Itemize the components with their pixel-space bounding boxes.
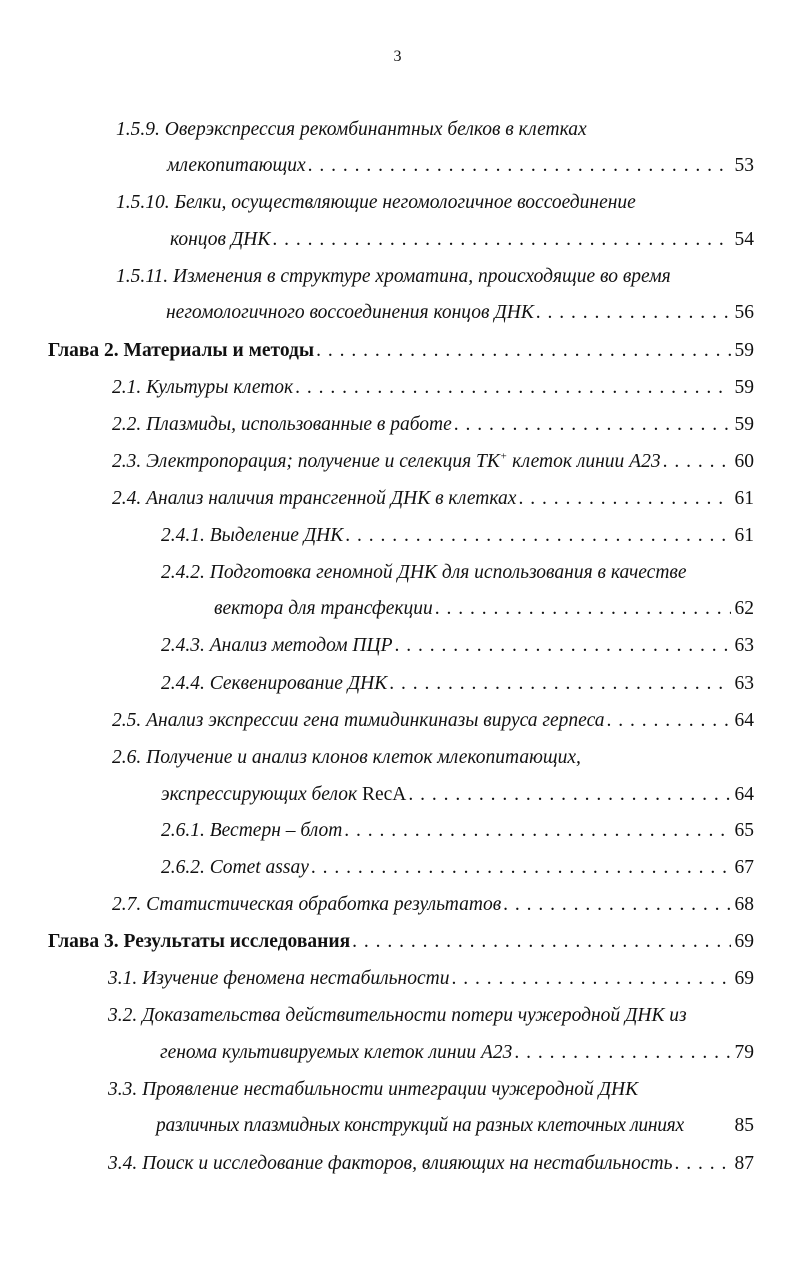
toc-page-number: 67	[734, 857, 754, 878]
toc-entry-text-part: 2.3. Электропорация; получение и селекция ТК	[112, 451, 500, 472]
leader-dots	[344, 819, 730, 843]
leader-dots	[345, 524, 730, 548]
toc-entry-text: вектора для трансфекции	[214, 598, 433, 619]
toc-entry-2-6-line2	[161, 783, 754, 807]
leader-dots	[674, 1152, 730, 1176]
toc-chapter-title: Глава 3. Результаты исследования	[48, 931, 351, 952]
toc-entry-2-4-4	[161, 672, 754, 696]
leader-dots	[316, 339, 730, 363]
toc-page-number: 69	[734, 931, 754, 952]
toc-entry-3-3-line1: 3.3. Проявление нестабильности интеграции чужеродной ДНК	[108, 1079, 639, 1100]
leader-dots	[518, 487, 730, 511]
leader-dots	[311, 856, 731, 880]
toc-page-number: 85	[734, 1115, 754, 1136]
toc-entry-2-4-3	[161, 634, 754, 658]
toc-entry-text: генома культивируемых клеток линии А23	[160, 1042, 513, 1063]
leader-dots	[503, 893, 730, 917]
leader-dots	[389, 672, 730, 696]
toc-chapter-2	[48, 339, 754, 363]
toc-entry-text: 2.7. Статистическая обработка результатов	[112, 894, 502, 915]
toc-entry-2-2	[112, 413, 754, 437]
leader-dots	[395, 634, 731, 658]
page-number: 3	[393, 48, 402, 65]
toc-page-number: 64	[734, 710, 754, 731]
leader-dots	[514, 1041, 730, 1065]
toc-entry-3-3-line2	[156, 1114, 754, 1138]
toc-entry-1-5-10-line2	[170, 228, 754, 252]
leader-dots	[352, 930, 730, 954]
toc-page-number: 63	[734, 673, 754, 694]
toc-entry-text: 3.4. Поиск и исследование факторов, влияющих на нестабильность	[108, 1153, 673, 1174]
toc-entry-text: 2.4.3. Анализ методом ПЦР	[161, 635, 393, 656]
toc-page-number: 59	[734, 414, 754, 435]
leader-dots	[536, 301, 731, 325]
toc-entry-text: различных плазмидных конструкций на разных клеточных линиях	[156, 1115, 684, 1136]
toc-entry-1-5-10-line1: 1.5.10. Белки, осуществляющие негомологичное воссоединение	[116, 192, 636, 213]
toc-entry-text	[112, 450, 661, 474]
toc-page-number: 56	[734, 302, 754, 323]
toc-entry-text	[161, 783, 406, 807]
superscript-plus: +	[499, 450, 508, 463]
toc-entry-text: 2.1. Культуры клеток	[112, 377, 294, 398]
toc-page-number: 87	[734, 1153, 754, 1174]
toc-entry-text-part: RecA	[361, 784, 407, 805]
toc-entry-text: 2.6.1. Вестерн – блот	[161, 820, 343, 841]
toc-page-number: 69	[734, 968, 754, 989]
toc-page-number: 59	[734, 377, 754, 398]
toc-entry-text: млекопитающих	[167, 155, 306, 176]
leader-dots	[435, 597, 731, 621]
toc-entry-text	[161, 856, 309, 880]
toc-chapter-title: Глава 2. Материалы и методы	[48, 340, 315, 361]
toc-entry-3-2-line2	[160, 1041, 754, 1065]
toc-entry-2-6-1	[161, 819, 754, 843]
toc-page-number: 68	[734, 894, 754, 915]
toc-entry-text: концов ДНК	[170, 229, 271, 250]
leader-dots	[272, 228, 730, 252]
toc-page-number: 61	[734, 488, 754, 509]
toc-entry-text: негомологичного воссоединения концов ДНК	[166, 302, 534, 323]
toc-page-number: 64	[734, 784, 754, 805]
toc-entry-3-4	[108, 1152, 754, 1176]
toc-entry-2-4	[112, 487, 754, 511]
toc-entry-text: 2.4.4. Секвенирование ДНК	[161, 673, 388, 694]
toc-entry-1-5-11-line1: 1.5.11. Изменения в структуре хроматина, происходящие во время	[116, 266, 671, 287]
toc-entry-2-4-2-line1: 2.4.2. Подготовка геномной ДНК для использования в качестве	[161, 562, 687, 583]
toc-entry-text-part: экспрессирующих белок	[161, 784, 362, 805]
toc-entry-2-1	[112, 376, 754, 400]
leader-dots	[663, 450, 731, 474]
toc-entry-text: 2.5. Анализ экспрессии гена тимидинкиназы вируса герпеса	[112, 710, 605, 731]
toc-page-number: 53	[734, 155, 754, 176]
toc-chapter-3	[48, 930, 754, 954]
toc-entry-1-5-9-line2	[167, 154, 754, 178]
toc-entry-2-7	[112, 893, 754, 917]
toc-entry-2-6-2	[161, 856, 754, 880]
toc-page-number: 63	[734, 635, 754, 656]
toc-entry-2-5	[112, 709, 754, 733]
toc-page-number: 79	[734, 1042, 754, 1063]
leader-dots	[295, 376, 730, 400]
toc-entry-2-3	[112, 450, 754, 474]
toc-entry-text-part: Comet assay	[209, 857, 309, 878]
toc-entry-3-2-line1: 3.2. Доказательства действительности потери чужеродной ДНК из	[108, 1005, 687, 1026]
toc-page-number: 54	[734, 229, 754, 250]
leader-dots	[308, 154, 731, 178]
toc-entry-text: 2.2. Плазмиды, использованные в работе	[112, 414, 452, 435]
toc-entry-3-1	[108, 967, 754, 991]
toc-page-number: 65	[734, 820, 754, 841]
toc-entry-2-4-2-line2	[214, 597, 754, 621]
toc-entry-text: 2.4.1. Выделение ДНК	[161, 525, 344, 546]
toc-page-number: 62	[734, 598, 754, 619]
toc-entry-text: 2.4. Анализ наличия трансгенной ДНК в клетках	[112, 488, 517, 509]
toc-entry-text-part: 2.6.2.	[161, 857, 210, 878]
toc-page-number: 60	[734, 451, 754, 472]
toc-entry-2-4-1	[161, 524, 754, 548]
toc-entry-1-5-11-line2	[166, 301, 754, 325]
toc-entry-text-part: клеток линии А23	[507, 451, 661, 472]
toc-page-number: 59	[734, 340, 754, 361]
toc-page-number: 61	[734, 525, 754, 546]
toc-entry-1-5-9-line1: 1.5.9. Оверэкспрессия рекомбинантных белков в клетках	[116, 119, 587, 140]
toc-entry-text: 3.1. Изучение феномена нестабильности	[108, 968, 450, 989]
toc-entry-2-6-line1: 2.6. Получение и анализ клонов клеток млекопитающих,	[112, 747, 581, 768]
leader-dots	[454, 413, 731, 437]
leader-dots	[451, 967, 730, 991]
leader-dots	[408, 783, 730, 807]
leader-dots	[606, 709, 730, 733]
